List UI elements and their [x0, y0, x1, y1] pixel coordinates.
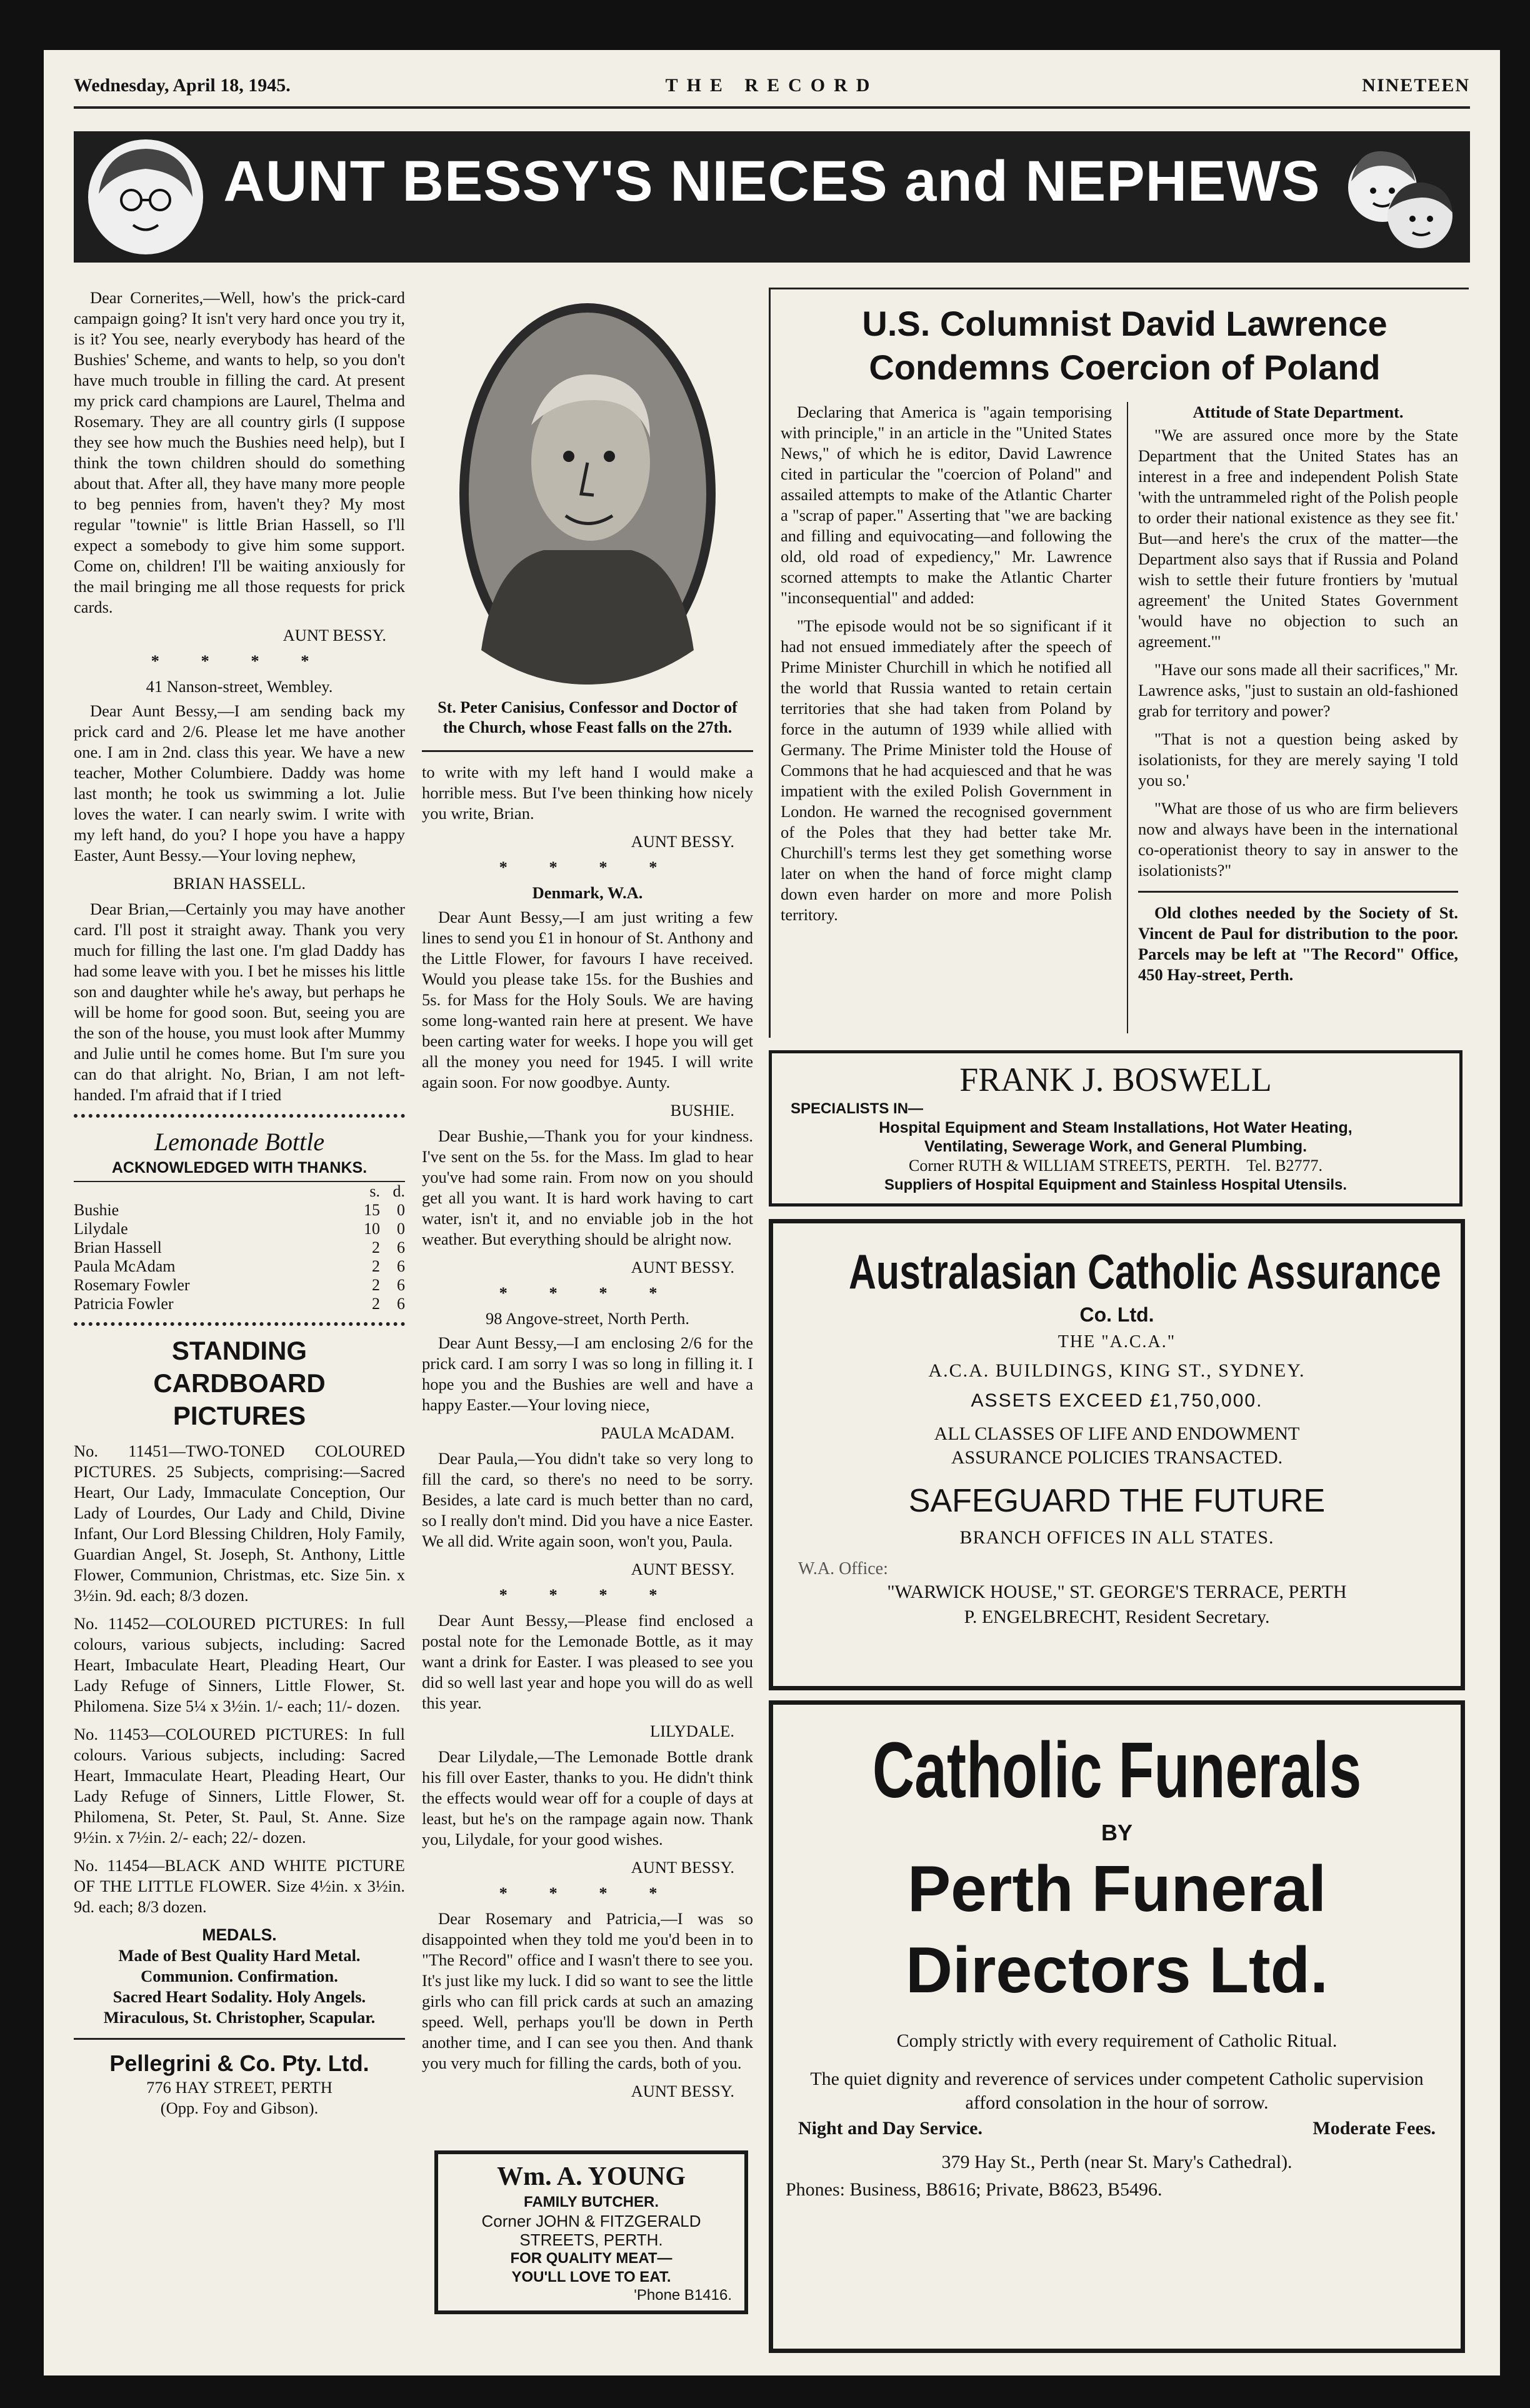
article-paragraph: Declaring that America is "again temporising with principle," in an article in the "United States News," of which he is editor, David Lawrence cited in particular the "coercion of Poland" and assailed attempts to make of the Atlantic Charter a "scrap of paper." Asserting that "we are backing and filling and equivocating—and following the old, old road of expediency," Mr. Lawrence scorned attempts to make the Atlantic Charter "inconsequential" and added:: [781, 403, 1112, 607]
portrait-caption: St. Peter Canisius, Confessor and Doctor of the Church, whose Feast falls on the 27th.: [438, 698, 738, 736]
poland-article: [769, 288, 1469, 1038]
divider: [1138, 891, 1458, 893]
paper-title: THE RECORD: [665, 75, 879, 96]
signature: PAULA McADAM.: [601, 1423, 734, 1442]
ad-text: The quiet dignity and reverence of services under competent Catholic supervision afford consolation in the hour of sorrow.: [810, 2069, 1424, 2113]
service-hours: Night and Day Service.: [798, 2118, 982, 2139]
letter-text: Dear Bushie,—Thank you for your kindness. I've sent on the 5s. for the Mass. Im glad to hear you've had some rain. From now on you should get all you want. It is hard work having to cart water, isn't it, and no enviable job in the hot weather. But everything should be alright now.: [422, 1126, 753, 1248]
separator-stars: * * * *: [151, 651, 328, 670]
letters-column-1: [74, 288, 405, 2363]
separator-stars: * * * *: [499, 1884, 676, 1902]
letter-text: Dear Aunt Bessy,—Please find enclosed a postal note for the Lemonade Bottle, as it may want a drink for Easter. I was pleased to see you did so well last year and hope you will do as well this year.: [422, 1611, 753, 1712]
letter-text: Dear Cornerites,—Well, how's the prick-card campaign going? It isn't very hard once you try it, is it? You see, nearly everybody has heard of the Bushies' Scheme, and wants to help, so you don't have much trouble in filling the card. At present my prick card champions are Laurel, Thelma and Rosemary. They are all country girls (I suppose they see how much the Bushies need help), but I think the town children should do something about that. After all, they have many more people to beg pennies from, haven't they? My most regular "townie" is little Brian Hassell, so I'll expect a somebody to give him some support. Come on, children! I'll be waiting anxiously for the mail bringing me all those requests for prick cards.: [74, 288, 405, 616]
firm-address: 776 HAY STREET, PERTH: [146, 2078, 332, 2097]
article-paragraph: "The episode would not be so significant if it had not ensued immediately after the speech of Prime Minister Churchill in which he notified all the world that Russia wanted to retain certain territories that she had taken from Poland by force in the autumn of 1939 while allied with Germany. The Prime Minister told the House of Commons that he had acquiesced and that he was impatient with the exiled Polish Government in London. He warned the recognised government of the Poles that they had better take Mr. Churchill's terms lest they get something worse later on when the hand of force might clamp down even harder on more and more Polish territory.: [781, 616, 1112, 924]
medals-heading: MEDALS.: [202, 1925, 277, 1944]
shillings: 15: [364, 1201, 380, 1219]
donor-name: Lilydale: [74, 1220, 128, 1238]
wa-office-label: W.A. Office:: [798, 1559, 888, 1578]
article-paragraph: "We are assured once more by the State Department that the United States has an interest in a free and independent Polish State 'with the untrammeled right of the Polish people to order their national existence as they see fit.' But—and here's the crux of the matter—the Department also says that if Russia and Poland wish to settle their future frontiers by 'mutual agreement' the United States Government 'would have no objection to such an agreement.'": [1138, 426, 1458, 651]
letter-text: Dear Rosemary and Patricia,—I was so disappointed when they told me you'd been in to "The Record" office and I wasn't there to see you. It's just like my luck. I did so want to see the little girls who can fill prick cards at such an amazing speed. Well, perhaps you'll be down in Perth another time, and I can see you then. And thank you very much for filling the cards, both of you.: [422, 1909, 753, 2072]
ad-headline: Catholic Funerals: [872, 1726, 1362, 1814]
acknowledgements-table: [74, 1182, 405, 1313]
company-building: A.C.A. BUILDINGS, KING ST., SYDNEY.: [928, 1360, 1306, 1381]
letter-address: 98 Angove-street, North Perth.: [485, 1309, 690, 1328]
article-headline: U.S. Columnist David Lawrence Condemns Coercion of Poland: [862, 304, 1388, 387]
advertiser-services: Ventilating, Sewerage Work, and General Plumbing.: [924, 1138, 1308, 1155]
ad-text: Comply strictly with every requirement of Catholic Ritual.: [896, 2030, 1338, 2051]
lemonade-bottle-title: Lemonade Bottle: [154, 1128, 325, 1156]
shillings: 2: [372, 1257, 380, 1275]
fees: Moderate Fees.: [1312, 2118, 1436, 2139]
separator-stars: * * * *: [499, 1585, 676, 1604]
notice-text: Old clothes needed by the Society of St. Vincent de Paul for distribution to the poor. Parcels may be left at "The Record" Office, 450 Hay-street, Perth.: [1138, 903, 1458, 984]
divider: [74, 1114, 405, 1118]
page-number: NINETEEN: [1362, 75, 1470, 96]
letter-text: Dear Brian,—Certainly you may have another card. I'll post it straight away. Thank you very much for filling the last one. I'm glad Daddy has had some leave with you. I bet he misses his little son and daughter while he's away, but perhaps he will be home for good soon. But, seeing you are the son of the house, you must look after Mummy and Julie until he comes home. But I'm sure you can do that alright. No, Brian, I am not left-handed. I'm afraid that if I tried: [74, 900, 405, 1104]
resident-secretary: P. ENGELBRECHT, Resident Secretary.: [964, 1607, 1270, 1627]
signature: BRIAN HASSELL.: [172, 874, 306, 893]
catalogue-item: No. 11451—TWO-TONED COLOURED PICTURES. 25 Subjects, comprising:—Sacred Heart, Our Lady, Immaculate Conception, Our Lady of Lourdes, Our Lady and Child, Divine Infant, Our Lord Blessing Children, Holy Family, Guardian Angel, St. Joseph, St. Anthony, Little Flower, Communion, Christmas, etc. Size 5in. x 3½in. 9d. each; 8/3 dozen.: [74, 1442, 405, 1605]
catalogue-item: No. 11452—COLOURED PICTURES: In full colours, various subjects, including: Sacred Heart, Imbaculate Heart, Pleading Heart, Our Lady Refuge of Sinners, Little Flower, St. Philomena. Size 5¼ x 3½in. 1/- each; 11/- dozen.: [74, 1614, 405, 1715]
girl-portrait-icon: [86, 138, 205, 256]
advertiser-address: STREETS, PERTH.: [519, 2230, 663, 2249]
divider: [422, 750, 753, 752]
advertiser-supplies: Suppliers of Hospital Equipment and Stainless Hospital Utensils.: [884, 1176, 1348, 1193]
article-column-b: [1127, 402, 1458, 1033]
letters-column-2: [422, 288, 753, 2363]
article-column-a: [781, 402, 1112, 1033]
medals-line: Communion. Confirmation.: [141, 1967, 338, 1985]
advertiser-trade: FAMILY BUTCHER.: [523, 2194, 659, 2210]
donor-name: Bushie: [74, 1201, 119, 1219]
catalogue-item: No. 11453—COLOURED PICTURES: In full colours. Various subjects, including: Sacred Heart, Immaculate Heart, Pleading Heart, Our Lady Refuge of Sinners, Little Flower, St. Philomena, St. Peter, St. Paul, St. Anne. Size 9½in. x 7½in. 2/- each; 22/- dozen.: [74, 1725, 405, 1847]
table-row: [74, 1220, 405, 1238]
policy-classes: ASSURANCE POLICIES TRANSACTED.: [951, 1447, 1283, 1468]
article-paragraph: "That is not a question being asked by isolationists, for they are merely saying 'I told you so.': [1138, 730, 1458, 790]
letter-text: Dear Lilydale,—The Lemonade Bottle drank his fill over Easter, thanks to you. He didn't think the effects would wear off for a couple of days at least, but he's on the rampage again now. Thank you, Lilydale, for your good wishes.: [422, 1747, 753, 1849]
slogan: SAFEGUARD THE FUTURE: [908, 1483, 1326, 1519]
acknowledged-heading: ACKNOWLEDGED WITH THANKS.: [74, 1158, 405, 1182]
table-header: [74, 1182, 405, 1201]
boswell-advertisement: [769, 1050, 1462, 1207]
signature: AUNT BESSY.: [631, 2082, 734, 2100]
signature: AUNT BESSY.: [631, 1560, 734, 1578]
divider: [74, 2038, 405, 2040]
letter-text: Dear Aunt Bessy,—I am sending back my prick card and 2/6. Please let me have another one. I am in 2nd. class this year. We have a new teacher, Mother Columbiere. Daddy was home last month; he took us swimming a lot. Julie loves the water. I can nearly swim. I write with my left hand, do you? I hope you have a happy Easter, Aunt Bessy.—Your loving nephew,: [74, 701, 405, 865]
signature: AUNT BESSY.: [282, 626, 386, 645]
letter-text: Dear Paula,—You didn't take so very long to fill the card, so there's no need to be sorry. Besides, a late card is much better than no card, so I really don't mind. Did you have a nice Easter. We all did. Write again soon, won't you, Paula.: [422, 1449, 753, 1550]
article-paragraph: "What are those of us who are firm believers now and always have been in the international co-operationist theory to say in answer to the isolationists?": [1138, 799, 1458, 880]
pence: 6: [397, 1295, 405, 1313]
company-name: Australasian Catholic Assurance: [849, 1244, 1441, 1299]
branch-offices: BRANCH OFFICES IN ALL STATES.: [959, 1527, 1274, 1548]
pence-header: d.: [392, 1182, 405, 1200]
advertiser-services: Hospital Equipment and Steam Installations, Hot Water Heating,: [879, 1119, 1352, 1136]
policy-classes: ALL CLASSES OF LIFE AND ENDOWMENT: [934, 1423, 1300, 1444]
advertiser-address: Corner JOHN & FITZGERALD: [481, 2212, 701, 2230]
company-abbreviation: THE "A.C.A.": [1058, 1332, 1176, 1352]
butcher-advertisement: [434, 2150, 748, 2314]
pence: 6: [397, 1276, 405, 1294]
separator-stars: * * * *: [499, 1283, 676, 1302]
company-name: Perth Funeral: [907, 1853, 1327, 1925]
pence: 0: [397, 1201, 405, 1219]
ad-by: BY: [1101, 1820, 1132, 1845]
signature: AUNT BESSY.: [631, 1858, 734, 1877]
table-row: [74, 1201, 405, 1220]
signature: LILYDALE.: [650, 1722, 734, 1740]
newspaper-page: [44, 50, 1500, 2375]
company-address: 379 Hay St., Perth (near St. Mary's Cathedral).: [941, 2152, 1292, 2172]
funeral-advertisement: [769, 1700, 1465, 2353]
pence: 6: [397, 1238, 405, 1257]
pence: 6: [397, 1257, 405, 1275]
medals-line: Miraculous, St. Christopher, Scapular.: [103, 2008, 376, 2027]
firm-name: Pellegrini & Co. Pty. Ltd.: [109, 2050, 369, 2076]
signature: AUNT BESSY.: [631, 832, 734, 851]
table-row: [74, 1295, 405, 1313]
donor-name: Brian Hassell: [74, 1238, 162, 1257]
donor-name: Patricia Fowler: [74, 1295, 174, 1313]
article-paragraph: "Have our sons made all their sacrifices," Mr. Lawrence asks, "just to sustain an old-fashioned grab for territory and power?: [1138, 660, 1458, 720]
phone-number: Tel. B2777.: [1246, 1156, 1322, 1175]
donor-name: Paula McAdam: [74, 1257, 176, 1275]
table-row: [74, 1276, 405, 1295]
advertiser-phone: 'Phone B1416.: [634, 2287, 732, 2304]
firm-note: (Opp. Foy and Gibson).: [160, 2099, 319, 2117]
separator-stars: * * * *: [499, 858, 676, 876]
letter-text: Dear Aunt Bessy,—I am just writing a few lines to send you £1 in honour of St. Anthony and the Little Flower, for favours I have received. Would you please take 15s. for the Bushies and 5s. for Mass for the Holy Souls. We are having some long-wanted rain here at present. We have been carting water for weeks. I hope you will get all the money you need for 1945. I will write again soon. For now goodbye. Aunty.: [422, 908, 753, 1091]
article-subheading: Attitude of State Department.: [1192, 403, 1404, 421]
shillings-header: s.: [369, 1182, 380, 1200]
divider: [74, 1322, 405, 1326]
shillings: 2: [372, 1238, 380, 1257]
address-text: Corner RUTH & WILLIAM STREETS, PERTH.: [909, 1156, 1231, 1175]
section-banner: [74, 131, 1470, 263]
table-row: [74, 1238, 405, 1257]
page-header: [74, 75, 1470, 109]
pence: 0: [397, 1220, 405, 1238]
children-portrait-icon: [1339, 138, 1458, 256]
company-assets: ASSETS EXCEED £1,750,000.: [971, 1390, 1263, 1411]
advertiser-address: [772, 1156, 1459, 1176]
letter-address: Denmark, W.A.: [532, 883, 643, 902]
donor-name: Rosemary Fowler: [74, 1276, 190, 1294]
catalogue-item: No. 11454—BLACK AND WHITE PICTURE OF THE LITTLE FLOWER. Size 4½in. x 3½in. 9d. each; 8/3 dozen.: [74, 1856, 405, 1916]
advertiser-name: Wm. A. YOUNG: [497, 2162, 686, 2191]
advertiser-specialities: SPECIALISTS IN—: [791, 1100, 924, 1117]
letter-text: Dear Aunt Bessy,—I am enclosing 2/6 for the prick card. I am sorry I was so long in filling it. I hope you and the Bushies are well and have a happy Easter.—Your loving niece,: [422, 1333, 753, 1414]
advertiser-name: FRANK J. BOSWELL: [959, 1061, 1272, 1098]
issue-date: Wednesday, April 18, 1945.: [74, 75, 291, 96]
medals-line: Sacred Heart Sodality. Holy Angels.: [112, 1987, 366, 2006]
shillings: 2: [372, 1295, 380, 1313]
signature: BUSHIE.: [670, 1101, 734, 1120]
company-name: Directors Ltd.: [905, 1934, 1329, 2007]
aca-advertisement: [769, 1219, 1465, 1690]
shillings: 10: [364, 1220, 380, 1238]
advertiser-slogan: FOR QUALITY MEAT—: [510, 2250, 672, 2267]
shillings: 2: [372, 1276, 380, 1294]
signature: AUNT BESSY.: [631, 1258, 734, 1277]
banner-title: AUNT BESSY'S NIECES and NEPHEWS: [223, 149, 1321, 213]
service-line: [773, 2115, 1461, 2142]
letter-text: to write with my left hand I would make a horrible mess. But I've been thinking how nicely you write, Brian.: [422, 763, 753, 823]
standing-pictures-heading: STANDING CARDBOARD PICTURES: [153, 1336, 326, 1430]
letter-address: 41 Nanson-street, Wembley.: [146, 677, 333, 696]
advertiser-slogan: YOU'LL LOVE TO EAT.: [511, 2269, 671, 2285]
medals-line: Made of Best Quality Hard Metal.: [118, 1946, 361, 1965]
company-phones: Phones: Business, B8616; Private, B8623, B5496.: [786, 2179, 1162, 2200]
wa-office-address: "WARWICK HOUSE," ST. GEORGE'S TERRACE, PERTH: [887, 1582, 1347, 1602]
table-row: [74, 1257, 405, 1276]
company-suffix: Co. Ltd.: [1079, 1303, 1154, 1326]
portrait-illustration: [456, 300, 719, 688]
